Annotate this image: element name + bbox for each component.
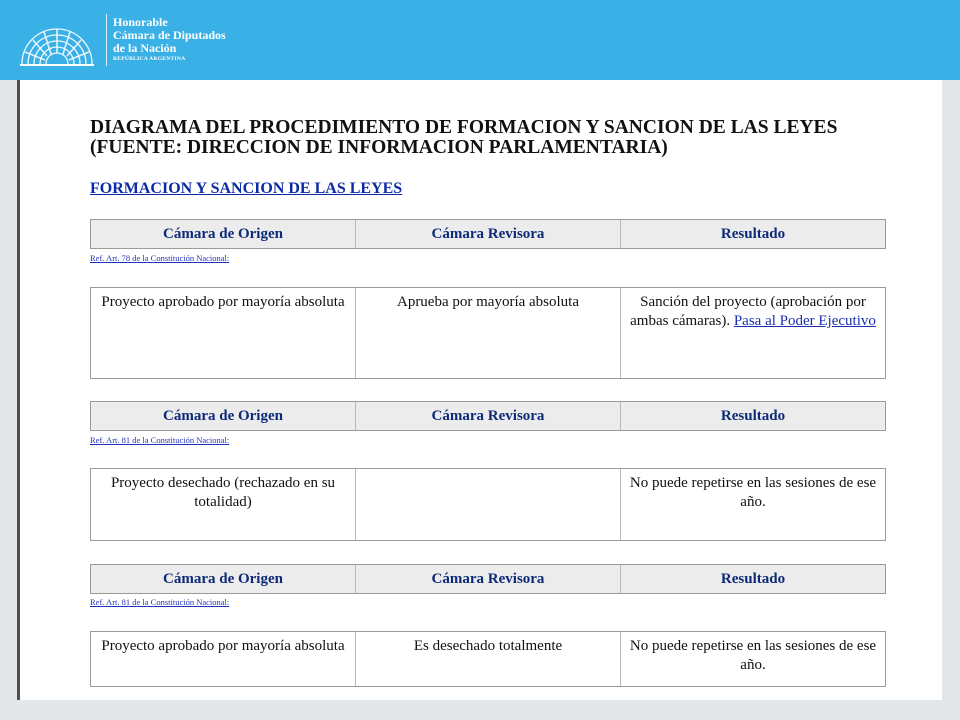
reference-link[interactable]: Ref. Art. 81 de la Constitución Nacional: <box>90 597 230 607</box>
cell-revisora <box>356 469 621 540</box>
cell-resultado <box>621 288 885 378</box>
cell-origen: Proyecto desechado (rechazado en su totalidad) <box>91 469 356 540</box>
table-row <box>90 468 886 541</box>
header-resultado: Resultado <box>720 407 786 424</box>
header-camara-origen: Cámara de Origen <box>91 565 356 593</box>
page-title: DIAGRAMA DEL PROCEDIMIENTO DE FORMACION Y SANCION DE LAS LEYES (FUENTE: DIRECCION DE INFORMACION PARLAMENTARIA) <box>90 117 838 158</box>
table-header-row <box>90 219 886 249</box>
cell-resultado: No puede repetirse en las sesiones de ese año. <box>629 638 877 673</box>
header-banner <box>0 0 960 80</box>
cell-revisora: Es desechado totalmente <box>356 632 621 686</box>
table-header-row <box>90 564 886 594</box>
section-link[interactable]: FORMACION Y SANCION DE LAS LEYES <box>90 180 403 197</box>
cell-revisora: Aprueba por mayoría absoluta <box>356 288 621 378</box>
cell-resultado: No puede repetirse en las sesiones de ese año. <box>629 475 877 510</box>
table-row <box>90 287 886 379</box>
reference-link[interactable]: Ref. Art. 78 de la Constitución Nacional: <box>90 253 230 263</box>
header-camara-revisora: Cámara Revisora <box>356 220 621 248</box>
header-camara-revisora: Cámara Revisora <box>356 565 621 593</box>
header-camara-origen: Cámara de Origen <box>91 220 356 248</box>
header-resultado: Resultado <box>720 570 786 587</box>
resultado-text: Sanción del proyecto (aprobación por ambas cámaras). <box>630 294 866 329</box>
logo-line-3: de la Nación <box>113 41 177 55</box>
document-page <box>20 80 942 700</box>
logo-line-1: Honorable <box>113 15 168 29</box>
header-resultado: Resultado <box>720 225 786 242</box>
logo-line-2: Cámara de Diputados <box>113 28 226 42</box>
pasa-poder-ejecutivo-link[interactable]: Pasa al Poder Ejecutivo <box>733 313 876 329</box>
header-camara-origen: Cámara de Origen <box>91 402 356 430</box>
reference-link[interactable]: Ref. Art. 81 de la Constitución Nacional: <box>90 435 230 445</box>
institution-logo-text <box>113 16 226 63</box>
table-header-row <box>90 401 886 431</box>
logo-divider <box>106 14 107 66</box>
cell-origen: Proyecto aprobado por mayoría absoluta <box>91 288 356 378</box>
cell-origen: Proyecto aprobado por mayoría absoluta <box>91 632 356 686</box>
header-camara-revisora: Cámara Revisora <box>356 402 621 430</box>
table-row <box>90 631 886 687</box>
logo-line-4: REPÚBLICA ARGENTINA <box>113 56 186 62</box>
congress-dome-icon <box>14 10 100 68</box>
